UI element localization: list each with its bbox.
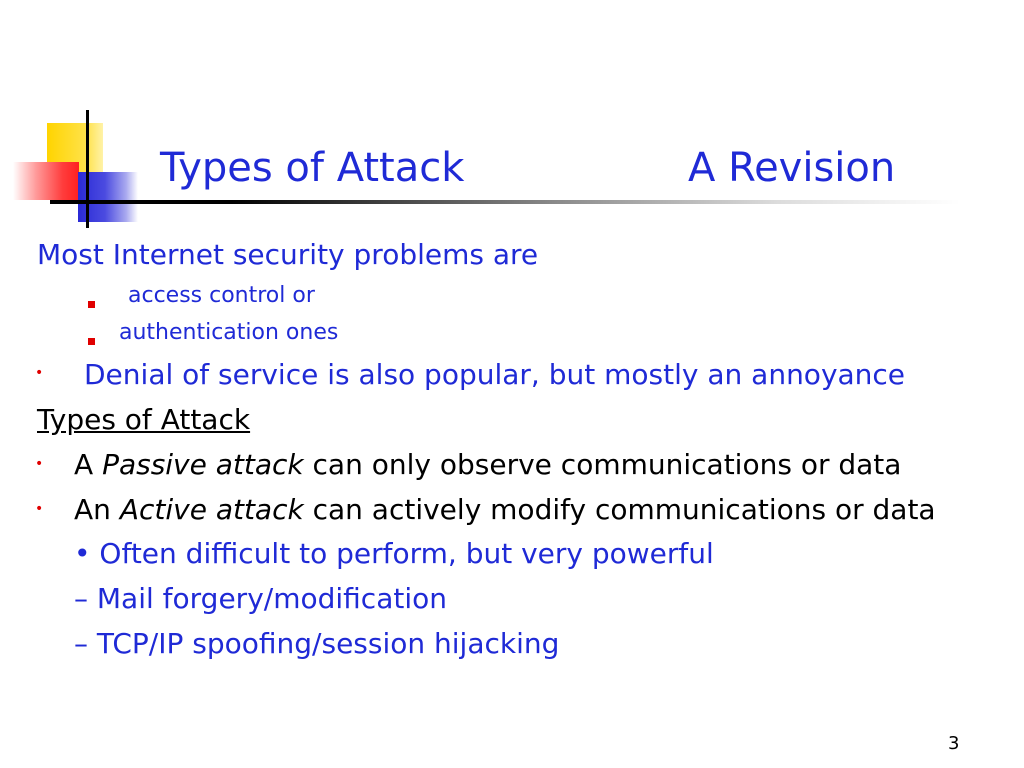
intro-text: Most Internet security problems are (37, 238, 539, 271)
active-sub-text: • Often difficult to perform, but very powerful (74, 537, 714, 570)
dos-text: Denial of service is also popular, but mostly an annoyance (84, 358, 906, 391)
page-number: 3 (948, 733, 960, 754)
list-item: access control or (128, 283, 315, 308)
dash-item: – TCP/IP spoofing/session hijacking (74, 627, 560, 660)
dash-item: – Mail forgery/modification (74, 582, 447, 615)
slide-title: Types of Attack (160, 145, 465, 191)
active-attack-line: An Active attack can actively modify communications or data (74, 493, 936, 526)
red-square-shape (13, 162, 79, 200)
bullet-icon: • (35, 365, 44, 381)
list-item: authentication ones (119, 320, 339, 345)
slide-logo-decoration (0, 0, 160, 240)
passive-attack-line: A Passive attack can only observe communications or data (74, 448, 902, 481)
active-attack-term: Active attack (119, 493, 304, 526)
title-underline-rule (50, 200, 960, 204)
section-heading: Types of Attack (37, 403, 251, 436)
slide-title-revision: A Revision (688, 145, 896, 191)
square-bullet-icon (88, 293, 95, 312)
vertical-rule (86, 110, 89, 228)
square-bullet-icon (88, 330, 95, 349)
bullet-icon: • (35, 456, 44, 472)
passive-attack-term: Passive attack (102, 448, 304, 481)
bullet-icon: • (35, 501, 44, 517)
